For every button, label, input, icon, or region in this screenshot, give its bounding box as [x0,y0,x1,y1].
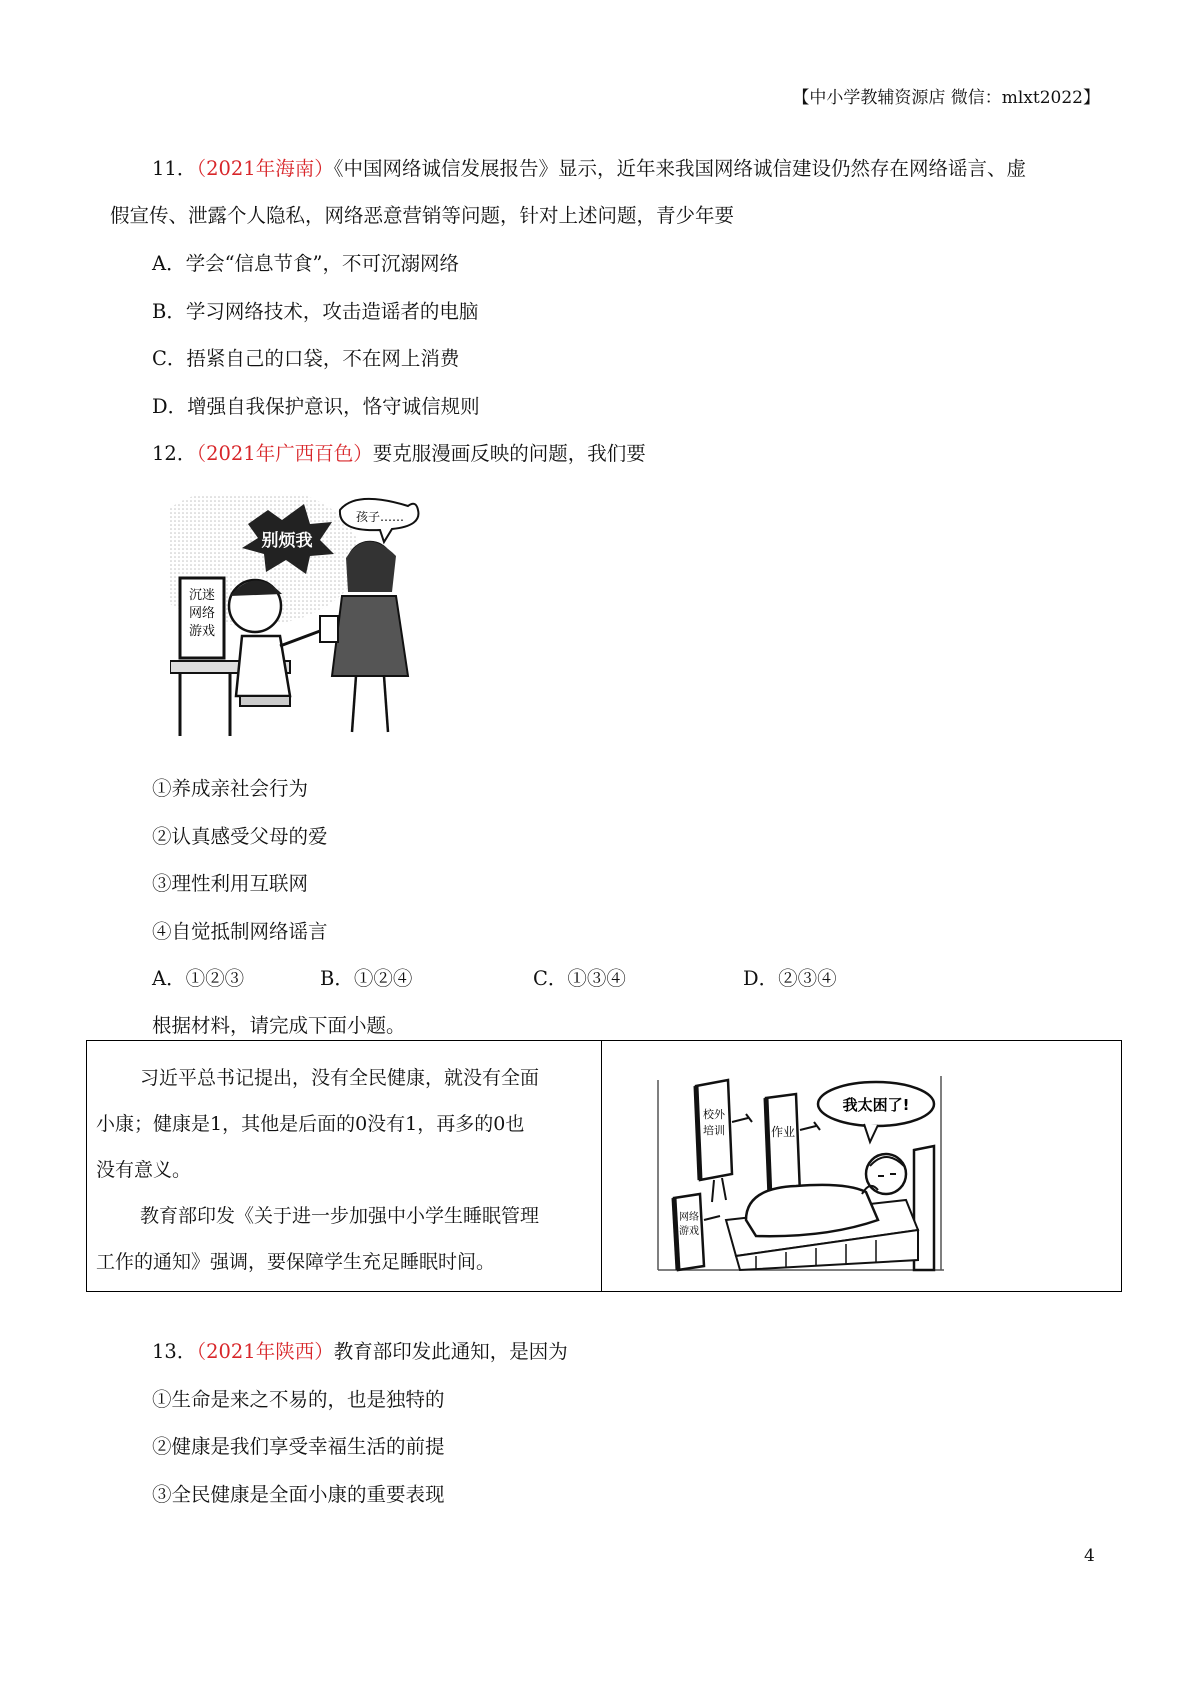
book1-text-2: 培训 [703,1124,725,1137]
question-11-stem [152,155,1026,183]
question-number: 11． [152,157,197,180]
page-header: 【中小学教辅资源店 微信：mlxt2022】 [792,88,1100,108]
material-para2-line1: 教育部印发《关于进一步加强中小学生睡眠管理 [140,1205,540,1227]
question-source: （2021年陕西） [196,1340,334,1363]
q11-option-a: A．学会“信息节食”，不可沉溺网络 [152,252,460,275]
material-intro: 根据材料，请完成下面小题。 [152,1014,406,1037]
monitor-text-1: 沉迷 [188,588,216,603]
question-11-stem-cont: 假宣传、泄露个人隐私，网络恶意营销等问题，针对上述问题，青少年要 [110,204,735,227]
book1-text-1: 校外 [703,1108,725,1121]
question-number: 12． [152,442,197,465]
q12-choice-c: C．①③④ [533,967,626,990]
q11-option-c: C．捂紧自己的口袋，不在网上消费 [152,347,460,370]
q12-item-4: ④自觉抵制网络谣言 [152,920,328,943]
q11-option-b: B．学习网络技术，攻击造谣者的电脑 [152,300,479,323]
question-number: 13． [152,1340,197,1363]
material-para1-line3: 没有意义。 [96,1159,192,1181]
q11-option-d: D．增强自我保护意识，恪守诚信规则 [152,395,480,418]
q12-choice-a: A．①②③ [152,967,245,990]
book2-text: 作业 [770,1125,796,1139]
q12-item-3: ③理性利用互联网 [152,872,309,895]
monitor-text-2: 网络 [188,606,216,621]
question-13-stem [152,1338,568,1366]
speech-text: 孩子…… [355,510,405,524]
question-source: （2021年海南） [196,157,334,180]
game-addiction-cartoon [170,496,470,744]
q13-item-2: ②健康是我们享受幸福生活的前提 [152,1435,445,1458]
sleep-speech-text: 我太困了! [842,1096,910,1114]
question-text: 要克服漫画反映的问题，我们要 [372,442,646,465]
page-number: 4 [1084,1546,1095,1566]
sleep-deprivation-cartoon [656,1070,946,1280]
book3-text-1: 网络 [679,1212,699,1223]
material-para1-line2: 小康；健康是1，其他是后面的0没有1，再多的0也 [96,1113,525,1135]
q12-item-1: ①养成亲社会行为 [152,777,309,800]
shout-text: 别烦我 [261,531,313,551]
q12-choice-b: B．①②④ [320,967,413,990]
question-source: （2021年广西百色） [196,442,373,465]
material-para1-line1: 习近平总书记提出，没有全民健康，就没有全面 [140,1067,540,1089]
question-12-stem [152,440,646,468]
q12-choice-d: D．②③④ [743,967,837,990]
monitor-text-3: 游戏 [188,624,216,639]
question-text: 教育部印发此通知，是因为 [333,1340,568,1363]
book3-text-2: 游戏 [679,1226,699,1237]
material-para2-line2: 工作的通知》强调，要保障学生充足睡眠时间。 [96,1251,496,1273]
q12-item-2: ②认真感受父母的爱 [152,825,328,848]
q13-item-3: ③全民健康是全面小康的重要表现 [152,1483,445,1506]
question-text: 《中国网络诚信发展报告》显示，近年来我国网络诚信建设仍然存在网络谣言、虚 [333,157,1026,180]
q13-item-1: ①生命是来之不易的，也是独特的 [152,1388,445,1411]
